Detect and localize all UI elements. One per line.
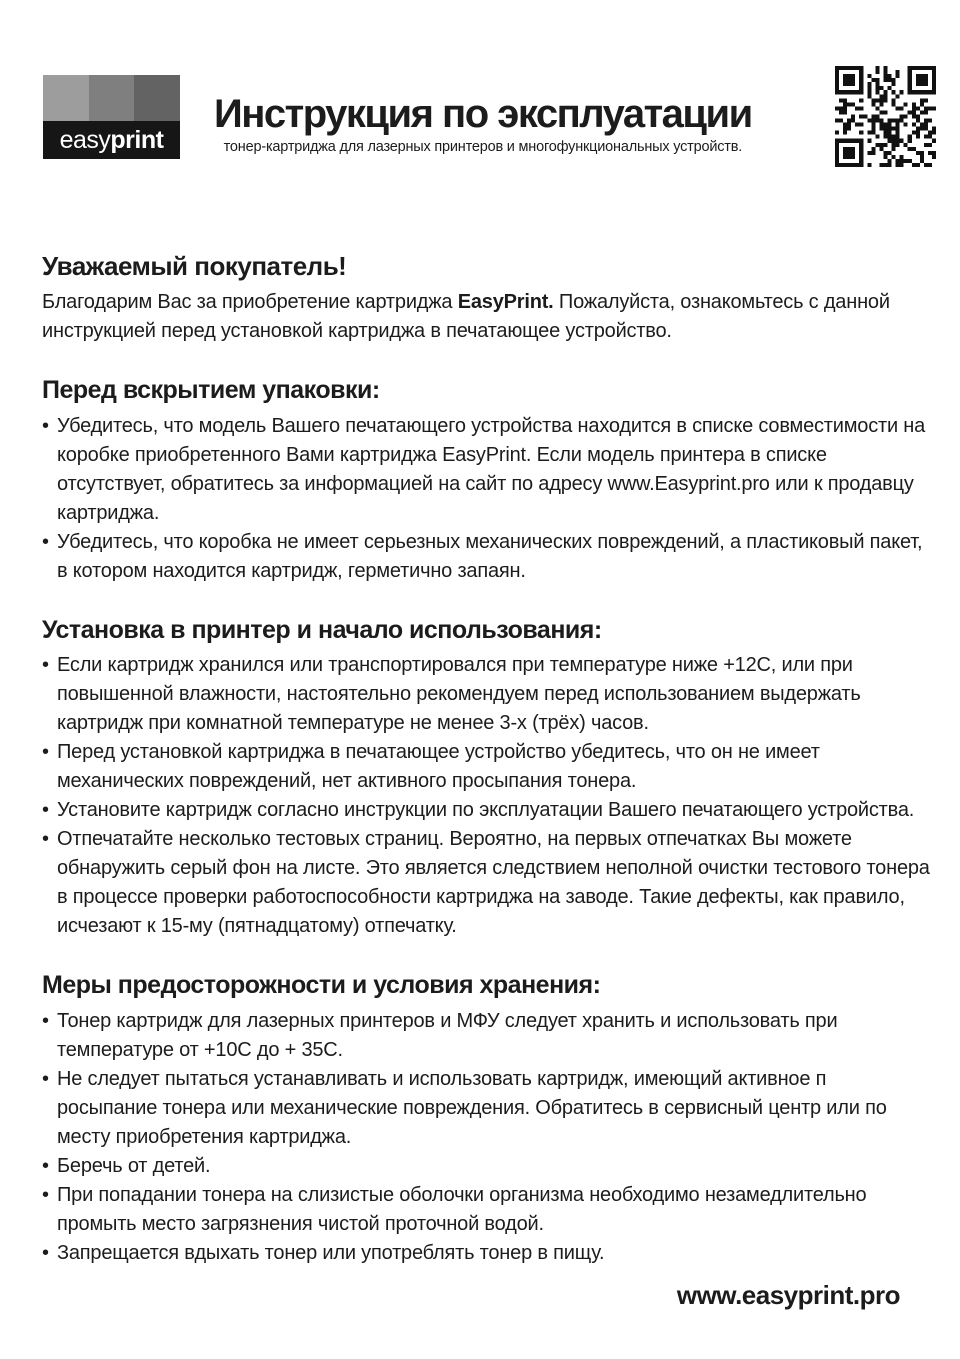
document-header: [0, 0, 960, 170]
brand-name: EasyPrint.: [457, 290, 554, 313]
logo-text-easy: easy: [59, 125, 111, 154]
logo-block-medium: [89, 75, 135, 121]
document-body: [0, 252, 960, 1311]
page-subtitle: тонер-картриджа для лазерных принтеров и многофункциональных устройств.: [223, 139, 743, 155]
logo-text-print: print: [110, 125, 164, 154]
logo-block-light: [43, 75, 89, 121]
list-item: • Беречь от детей.: [42, 1152, 930, 1181]
list-item: • Если картридж хранился или транспортировался при температуре ниже +12C, или при повышенной влажности, настоятельно рекомендуем перед использованием выдержать картридж при комнатной температуре не менее 3-х (трёх) часов.: [42, 651, 930, 738]
list-item: • Убедитесь, что коробка не имеет серьезных механических повреждений, а пластиковый пакет, в котором находится картридж, герметично запаян.: [42, 528, 930, 586]
logo-block-dark: [134, 75, 180, 121]
logo-wordmark: [43, 121, 180, 159]
list-item: • При попадании тонера на слизистые оболочки организма необходимо незамедлительно промыть место загрязнения чистой проточной водой.: [42, 1181, 930, 1239]
greeting-paragraph: [42, 288, 930, 346]
greeting-heading: Уважаемый покупатель!: [42, 251, 347, 281]
easyprint-logo: [43, 75, 180, 159]
qr-code: [835, 66, 936, 167]
page-title: Инструкция по эксплуатации: [214, 92, 752, 136]
section-heading: Перед вскрытием упаковки:: [42, 375, 380, 404]
list-item: • Отпечатайте несколько тестовых страниц. Вероятно, на первых отпечатках Вы можете обнаружить серый фон на листе. Это является следствием неполной очистки тестового тонера в процессе проверки работоспособности картриджа на заводе. Такие дефекты, как правило, исчезают к 15-му (пятнадцатому) отпечатку.: [42, 825, 930, 941]
title-block: [214, 93, 752, 155]
greeting-text-after: Пожалуйста, ознакомьтесь с данной инструкцией перед установкой картриджа в печатающее устройство.: [42, 290, 890, 342]
section-heading: Меры предосторожности и условия хранения:: [42, 971, 601, 1000]
greeting-text-before: Благодарим Вас за приобретение картриджа: [42, 290, 458, 313]
section-heading: Установка в принтер и начало использования:: [42, 615, 602, 644]
bullet-list: [42, 651, 930, 941]
bullet-list: [42, 412, 930, 586]
list-item: • Запрещается вдыхать тонер или употреблять тонер в пищу.: [42, 1239, 930, 1268]
list-item: • Не следует пытаться устанавливать и использовать картридж, имеющий активное п росыпание тонера или механические повреждения. Обратитесь в сервисный центр или по месту приобретения картриджа.: [42, 1065, 930, 1152]
bullet-list: [42, 1007, 930, 1268]
list-item: • Тонер картридж для лазерных принтеров и МФУ следует хранить и использовать при температуре от +10C до + 35C.: [42, 1007, 930, 1065]
section-before-opening: [42, 376, 930, 586]
section-installation: [42, 616, 930, 942]
section-precautions: [42, 971, 930, 1268]
footer-website: www.easyprint.pro: [676, 1280, 900, 1311]
list-item: • Убедитесь, что модель Вашего печатающего устройства находится в списке совместимости на коробке приобретенного Вами картриджа EasyPrint. Если модель принтера в списке отсутствует, обратитесь за информацией на сайт по адресу www.Easyprint.pro или к продавцу картриджа.: [42, 412, 930, 528]
list-item: • Установите картридж согласно инструкции по эксплуатации Вашего печатающего устройства.: [42, 796, 930, 825]
logo-color-blocks: [43, 75, 180, 121]
list-item: • Перед установкой картриджа в печатающее устройство убедитесь, что он не имеет механических повреждений, нет активного просыпания тонера.: [42, 738, 930, 796]
